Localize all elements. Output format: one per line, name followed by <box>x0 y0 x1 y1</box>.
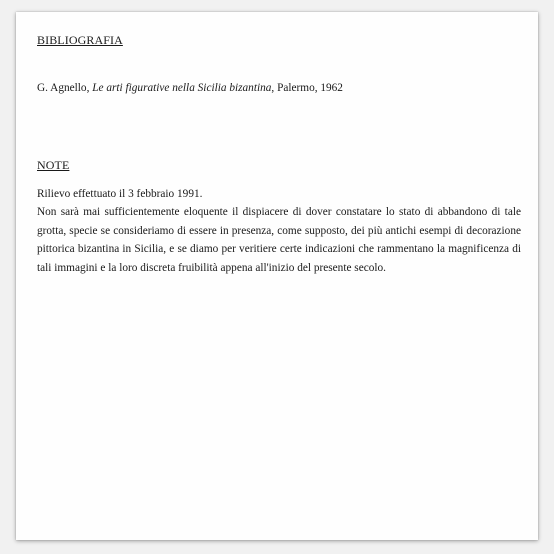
bibliography-details: , Palermo, 1962 <box>271 82 343 94</box>
bibliography-author: G. Agnello, <box>37 82 90 94</box>
bibliography-heading: BIBLIOGRAFIA <box>37 33 123 47</box>
bibliography-title: Le arti figurative nella Sicilia bizantina <box>92 82 272 94</box>
notes-text <box>37 185 521 277</box>
notes-heading: NOTE <box>37 158 70 172</box>
document-page <box>16 12 538 540</box>
note-survey-date: Rilievo effettuato il 3 febbraio 1991. <box>37 188 203 200</box>
note-paragraph: Non sarà mai sufficientemente eloquente il dispiacere di dover constatare lo stato di abbandono di tale grotta, specie se consideriamo di essere in presenza, come supposto, dei più antichi esempi di decorazione pittorica bizantina in Sicilia, e se diamo per veritiere certe indicazioni che rammentano la magnificenza di tali immagini e la loro discreta fruibilità appena all'inizio del presente secolo. <box>37 206 521 274</box>
bibliography-entry <box>37 82 343 94</box>
